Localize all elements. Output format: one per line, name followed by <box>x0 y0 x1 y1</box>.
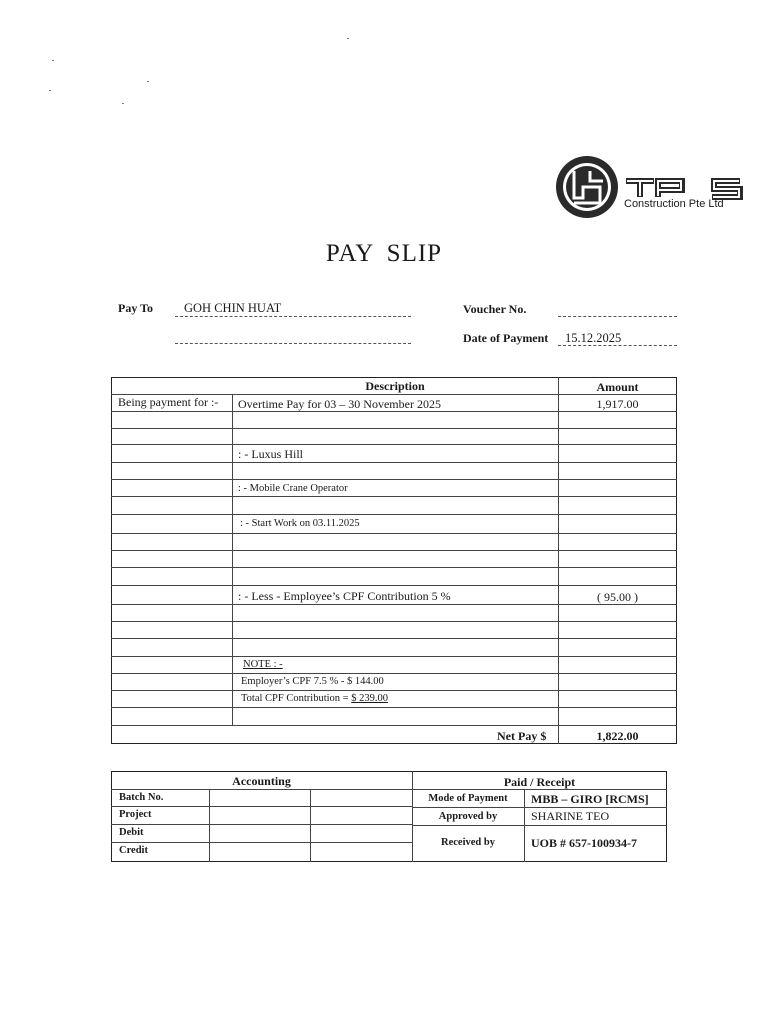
row-line <box>111 673 677 674</box>
row-line <box>111 550 677 551</box>
start-work-line: : - Start Work on 03.11.2025 <box>240 518 360 529</box>
col-line <box>524 789 525 862</box>
row-line <box>111 842 412 843</box>
net-pay-value: 1,822.00 <box>596 729 639 743</box>
company-logo <box>554 154 746 220</box>
row-line <box>412 825 667 826</box>
mode-of-payment-value: MBB – GIRO [RCMS] <box>531 792 649 806</box>
site-line: : - Luxus Hill <box>238 447 303 461</box>
voucher-underline <box>558 316 677 317</box>
scan-speck <box>49 90 51 91</box>
scan-speck <box>147 81 149 82</box>
pay-to-underline <box>175 316 411 317</box>
net-pay-label: Net Pay $ <box>497 729 547 743</box>
cpf-deduction-line: : - Less - Employee’s CPF Contribution 5 % <box>238 589 451 603</box>
approved-by-label: Approved by <box>438 811 498 822</box>
being-payment-label: Being payment for :- <box>118 395 219 409</box>
date-label: Date of Payment <box>463 331 549 345</box>
project-label: Project <box>119 809 152 820</box>
page-title: PAY SLIP <box>325 240 443 267</box>
total-cpf-line <box>241 693 388 704</box>
row-line <box>111 462 677 463</box>
description-header: Description <box>365 379 425 393</box>
row-line <box>111 567 677 568</box>
row-line <box>111 806 412 807</box>
row-line <box>111 428 677 429</box>
role-line: : - Mobile Crane Operator <box>238 483 348 494</box>
amount-header: Amount <box>596 380 639 394</box>
pay-to-label: Pay To <box>118 301 154 315</box>
tps-logo-icon <box>554 154 746 220</box>
mode-of-payment-label: Mode of Payment <box>428 793 508 804</box>
scan-speck <box>347 38 349 39</box>
row-line <box>111 444 677 445</box>
employer-cpf-line: Employer’s CPF 7.5 % - $ 144.00 <box>241 676 384 687</box>
received-by-value: UOB # 657-100934-7 <box>531 836 637 850</box>
row-line <box>111 496 677 497</box>
total-cpf-label: Total CPF Contribution = <box>241 693 352 704</box>
row-line <box>412 807 667 808</box>
date-value: 15.12.2025 <box>565 331 622 345</box>
received-by-label: Received by <box>441 837 495 848</box>
row-line <box>111 533 677 534</box>
total-cpf-value: $ 239.00 <box>351 693 388 704</box>
paid-receipt-header: Paid / Receipt <box>503 775 576 789</box>
debit-label: Debit <box>119 827 144 838</box>
row-line <box>111 479 677 480</box>
pay-to-underline-2 <box>175 343 411 344</box>
row-line <box>111 585 677 586</box>
approved-by-value: SHARINE TEO <box>531 809 610 823</box>
note-label: NOTE : - <box>243 659 283 670</box>
row-line <box>111 707 677 708</box>
row-line <box>111 514 677 515</box>
voucher-label: Voucher No. <box>463 302 527 316</box>
scan-speck <box>52 60 54 61</box>
row-line <box>111 824 412 825</box>
table-divider <box>558 377 559 744</box>
cpf-deduction-amount: ( 95.00 ) <box>597 590 638 604</box>
overtime-amount: 1,917.00 <box>596 397 639 411</box>
accounting-header: Accounting <box>232 774 291 788</box>
batch-no-label: Batch No. <box>119 792 164 803</box>
row-line <box>111 725 677 726</box>
row-line <box>111 621 677 622</box>
pay-to-value: GOH CHIN HUAT <box>184 301 282 315</box>
col-line <box>310 789 311 862</box>
overtime-description: Overtime Pay for 03 – 30 November 2025 <box>238 397 441 411</box>
company-name: Construction Pte Ltd <box>624 198 724 210</box>
row-line <box>111 638 677 639</box>
payment-table <box>111 377 677 744</box>
col-line <box>209 789 210 862</box>
row-line <box>111 656 677 657</box>
date-underline <box>558 345 677 346</box>
credit-label: Credit <box>119 845 148 856</box>
row-line <box>111 690 677 691</box>
scan-speck <box>122 103 124 104</box>
